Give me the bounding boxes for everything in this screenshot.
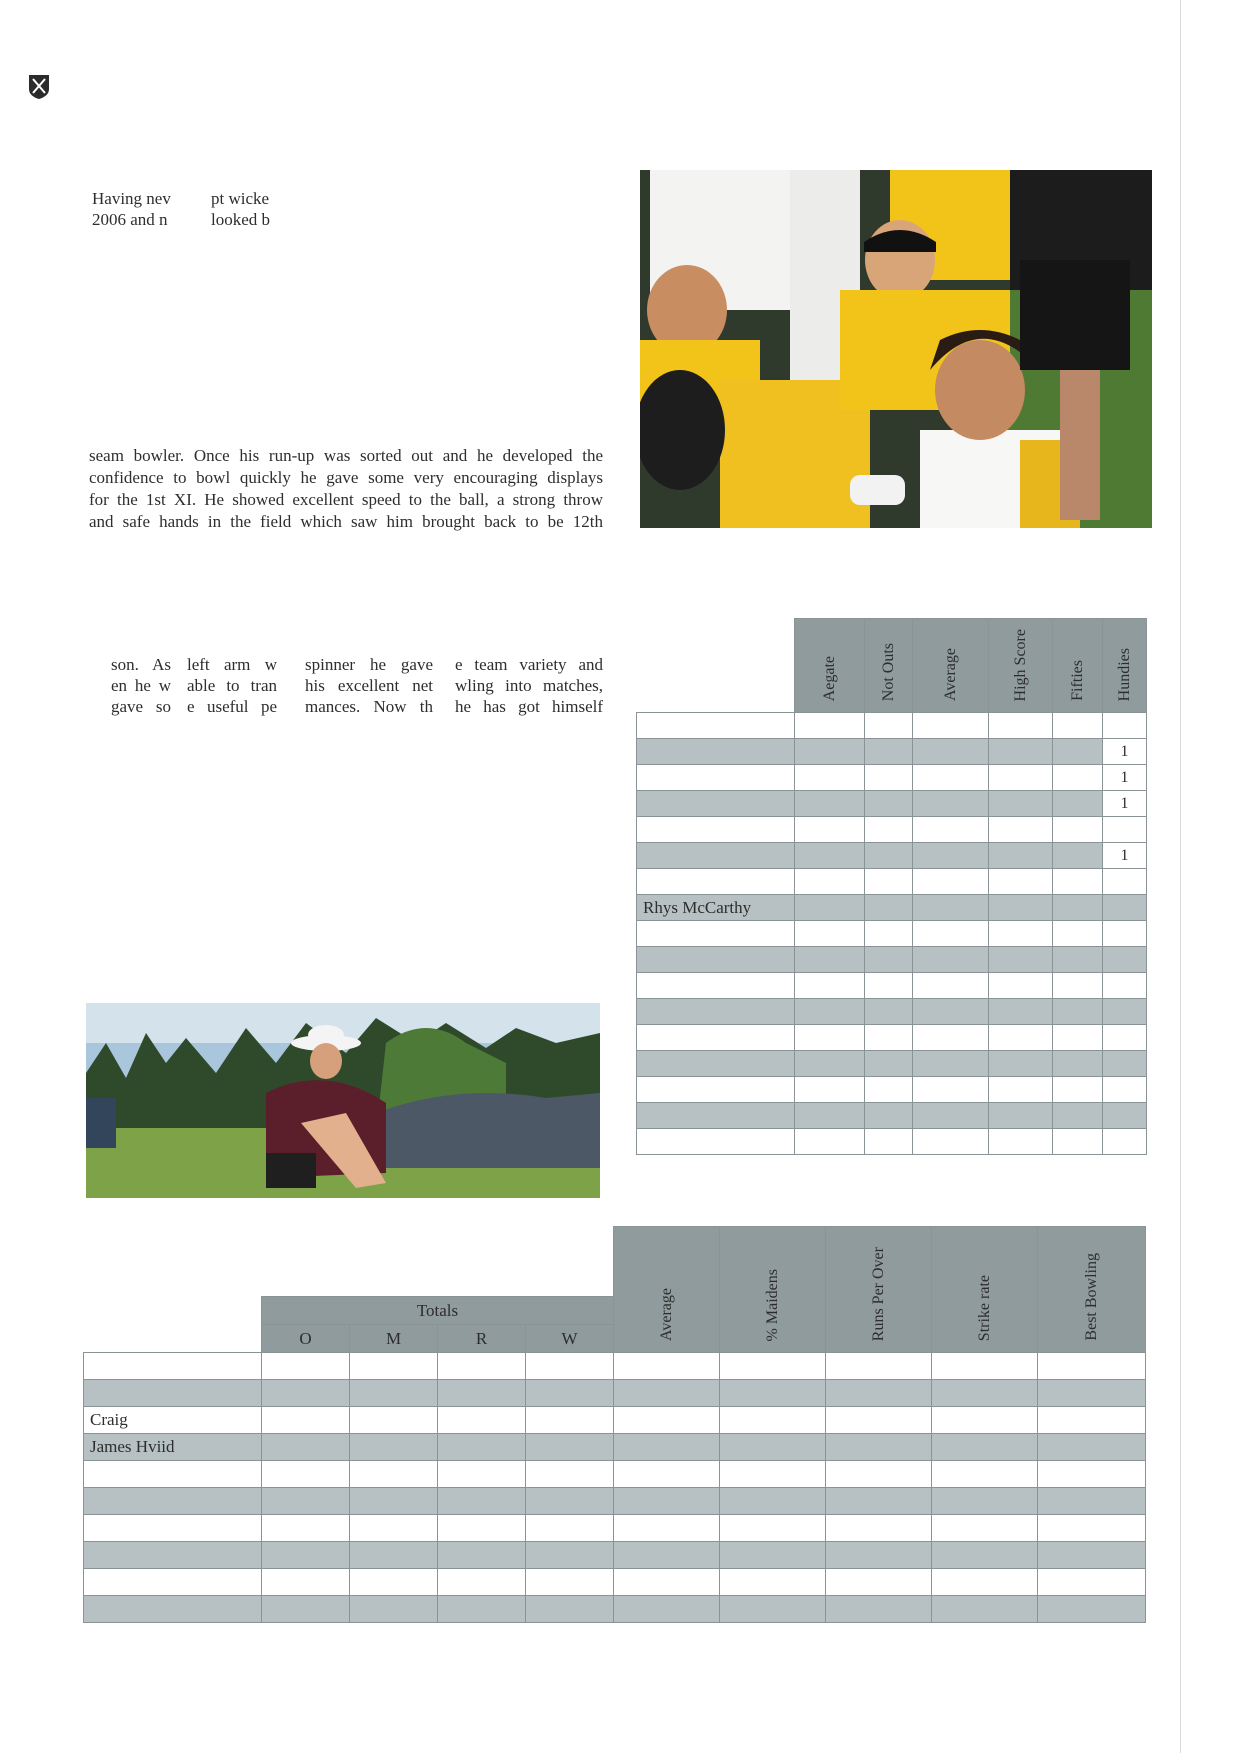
header-label: Strike rate: [975, 1274, 993, 1341]
header-label: Not Outs: [879, 642, 897, 701]
row-name: [84, 1488, 262, 1515]
totals-header: Totals: [262, 1297, 614, 1325]
row-name: James Hviid: [84, 1434, 262, 1461]
bowling-name-header-blank-2: [84, 1297, 262, 1325]
table-row: [637, 791, 1147, 817]
hundreds-cell: [1103, 1129, 1147, 1155]
bowling-header-average: [614, 1227, 720, 1353]
table-row: [637, 947, 1147, 973]
column-line: son. As: [111, 655, 171, 674]
intro-fragment-1b: 2006 and n: [92, 210, 168, 229]
hundreds-cell: [1103, 921, 1147, 947]
row-name: [637, 739, 795, 765]
table-row: [84, 1596, 1146, 1623]
table-row: [637, 817, 1147, 843]
intro-fragment-2b: looked b: [211, 210, 271, 229]
table-row: [637, 1051, 1147, 1077]
bowling-header-strike-rate: [932, 1227, 1038, 1353]
table-row: [84, 1353, 1146, 1380]
table-row: [84, 1407, 1146, 1434]
column-line: gave so: [111, 697, 171, 716]
table-row: [637, 1103, 1147, 1129]
table-row: [637, 869, 1147, 895]
hundreds-cell: [1103, 999, 1147, 1025]
row-name: Craig: [84, 1407, 262, 1434]
maidens-header: M: [350, 1325, 438, 1353]
hundreds-cell: [1103, 869, 1147, 895]
row-name: [637, 1129, 795, 1155]
hundreds-cell: [1103, 947, 1147, 973]
hundreds-cell: [1103, 1077, 1147, 1103]
table-row: [84, 1515, 1146, 1542]
row-name: [637, 1025, 795, 1051]
bowling-header-maidens: [720, 1227, 826, 1353]
row-name: [637, 999, 795, 1025]
team-celebration-photo: [640, 170, 1152, 528]
hundreds-cell: [1103, 817, 1147, 843]
hundreds-cell: [1103, 1025, 1147, 1051]
intro-fragment-1a: Having nev: [92, 189, 171, 208]
header-label: High Score: [1011, 628, 1029, 701]
batting-header-fifties: [1053, 619, 1103, 713]
hundreds-cell: 1: [1103, 765, 1147, 791]
table-row: [84, 1542, 1146, 1569]
paragraph-line: for the 1st XI. He showed excellent speed to the ball, a strong throw: [89, 490, 603, 509]
row-name: [84, 1542, 262, 1569]
column-line: spinner he gave: [305, 655, 433, 674]
text-column-4: [455, 654, 603, 717]
table-row: [637, 1129, 1147, 1155]
table-row: [84, 1569, 1146, 1596]
table-row: [84, 1434, 1146, 1461]
hundreds-cell: [1103, 1051, 1147, 1077]
school-crest-icon: [27, 73, 51, 100]
bowling-header-best-bowling: [1038, 1227, 1146, 1353]
column-line: his excellent net: [305, 676, 433, 695]
header-label: Aegate: [820, 655, 838, 701]
header-label: Best Bowling: [1082, 1253, 1100, 1341]
hundreds-cell: 1: [1103, 843, 1147, 869]
text-column-2: [187, 654, 277, 717]
table-row: [637, 1077, 1147, 1103]
row-name: Rhys McCarthy: [637, 895, 795, 921]
column-line: e useful pe: [187, 697, 277, 716]
bowling-header-runs-per-over: [826, 1227, 932, 1353]
row-name: [84, 1380, 262, 1407]
table-row: [637, 843, 1147, 869]
table-row: [637, 765, 1147, 791]
batting-header-hundreds: [1103, 619, 1147, 713]
row-name: [637, 869, 795, 895]
row-name: [637, 1103, 795, 1129]
batting-header-aggregate: [795, 619, 865, 713]
bowling-header-spacer: [262, 1227, 614, 1297]
column-line: e team variety and: [455, 655, 603, 674]
column-line: able to tran: [187, 676, 277, 695]
row-name: [637, 921, 795, 947]
header-label: % Maidens: [763, 1268, 781, 1341]
header-label: Runs Per Over: [869, 1246, 887, 1341]
hundreds-cell: 1: [1103, 739, 1147, 765]
bowling-name-header-blank-3: [84, 1325, 262, 1353]
row-name: [637, 713, 795, 739]
table-row: [637, 713, 1147, 739]
intro-fragment-2a: pt wicke: [211, 189, 270, 208]
batting-header-not-outs: [865, 619, 913, 713]
table-row: [637, 999, 1147, 1025]
bowler-paragraph: [89, 445, 603, 533]
wickets-header: W: [526, 1325, 614, 1353]
header-label: Fifties: [1068, 660, 1086, 701]
row-name: [84, 1353, 262, 1380]
column-line: en he w: [111, 676, 171, 695]
row-name: [637, 791, 795, 817]
paragraph-line: seam bowler. Once his run-up was sorted out and he developed the: [89, 446, 603, 465]
batting-averages-table: [636, 618, 1147, 1155]
spectator-photo: [86, 1003, 600, 1198]
text-column-1: [111, 654, 171, 717]
header-label: Average: [657, 1288, 675, 1341]
bowling-name-header-blank: [84, 1227, 262, 1297]
table-row: [637, 895, 1147, 921]
row-name: [637, 765, 795, 791]
row-name: [84, 1461, 262, 1488]
table-row: [637, 921, 1147, 947]
row-name: [84, 1596, 262, 1623]
batting-header-average: [913, 619, 989, 713]
runs-header: R: [438, 1325, 526, 1353]
bowling-averages-table: [83, 1226, 1146, 1623]
hundreds-cell: [1103, 973, 1147, 999]
row-name: [637, 1077, 795, 1103]
column-line: left arm w: [187, 655, 277, 674]
table-row: [637, 739, 1147, 765]
column-line: he has got himself: [455, 697, 603, 716]
row-name: [637, 817, 795, 843]
hundreds-cell: [1103, 895, 1147, 921]
page-edge-line: [1180, 0, 1181, 1753]
table-row: [637, 973, 1147, 999]
header-label: Hundies: [1115, 647, 1133, 701]
overs-header: O: [262, 1325, 350, 1353]
paragraph-line: and safe hands in the field which saw him brought back to be 12th: [89, 512, 603, 531]
hundreds-cell: 1: [1103, 791, 1147, 817]
table-row: [84, 1461, 1146, 1488]
row-name: [637, 1051, 795, 1077]
hundreds-cell: [1103, 713, 1147, 739]
column-line: wling into matches,: [455, 676, 603, 695]
text-column-3: [305, 654, 433, 717]
table-row: [84, 1488, 1146, 1515]
table-row: [84, 1380, 1146, 1407]
batting-name-header-blank: [637, 619, 795, 713]
paragraph-line: confidence to bowl quickly he gave some very encouraging displays: [89, 468, 603, 487]
row-name: [84, 1569, 262, 1596]
row-name: [84, 1515, 262, 1542]
table-row: [637, 1025, 1147, 1051]
hundreds-cell: [1103, 1103, 1147, 1129]
header-label: Average: [941, 648, 959, 701]
row-name: [637, 843, 795, 869]
batting-header-high-score: [989, 619, 1053, 713]
row-name: [637, 973, 795, 999]
row-name: [637, 947, 795, 973]
column-line: mances. Now th: [305, 697, 433, 716]
